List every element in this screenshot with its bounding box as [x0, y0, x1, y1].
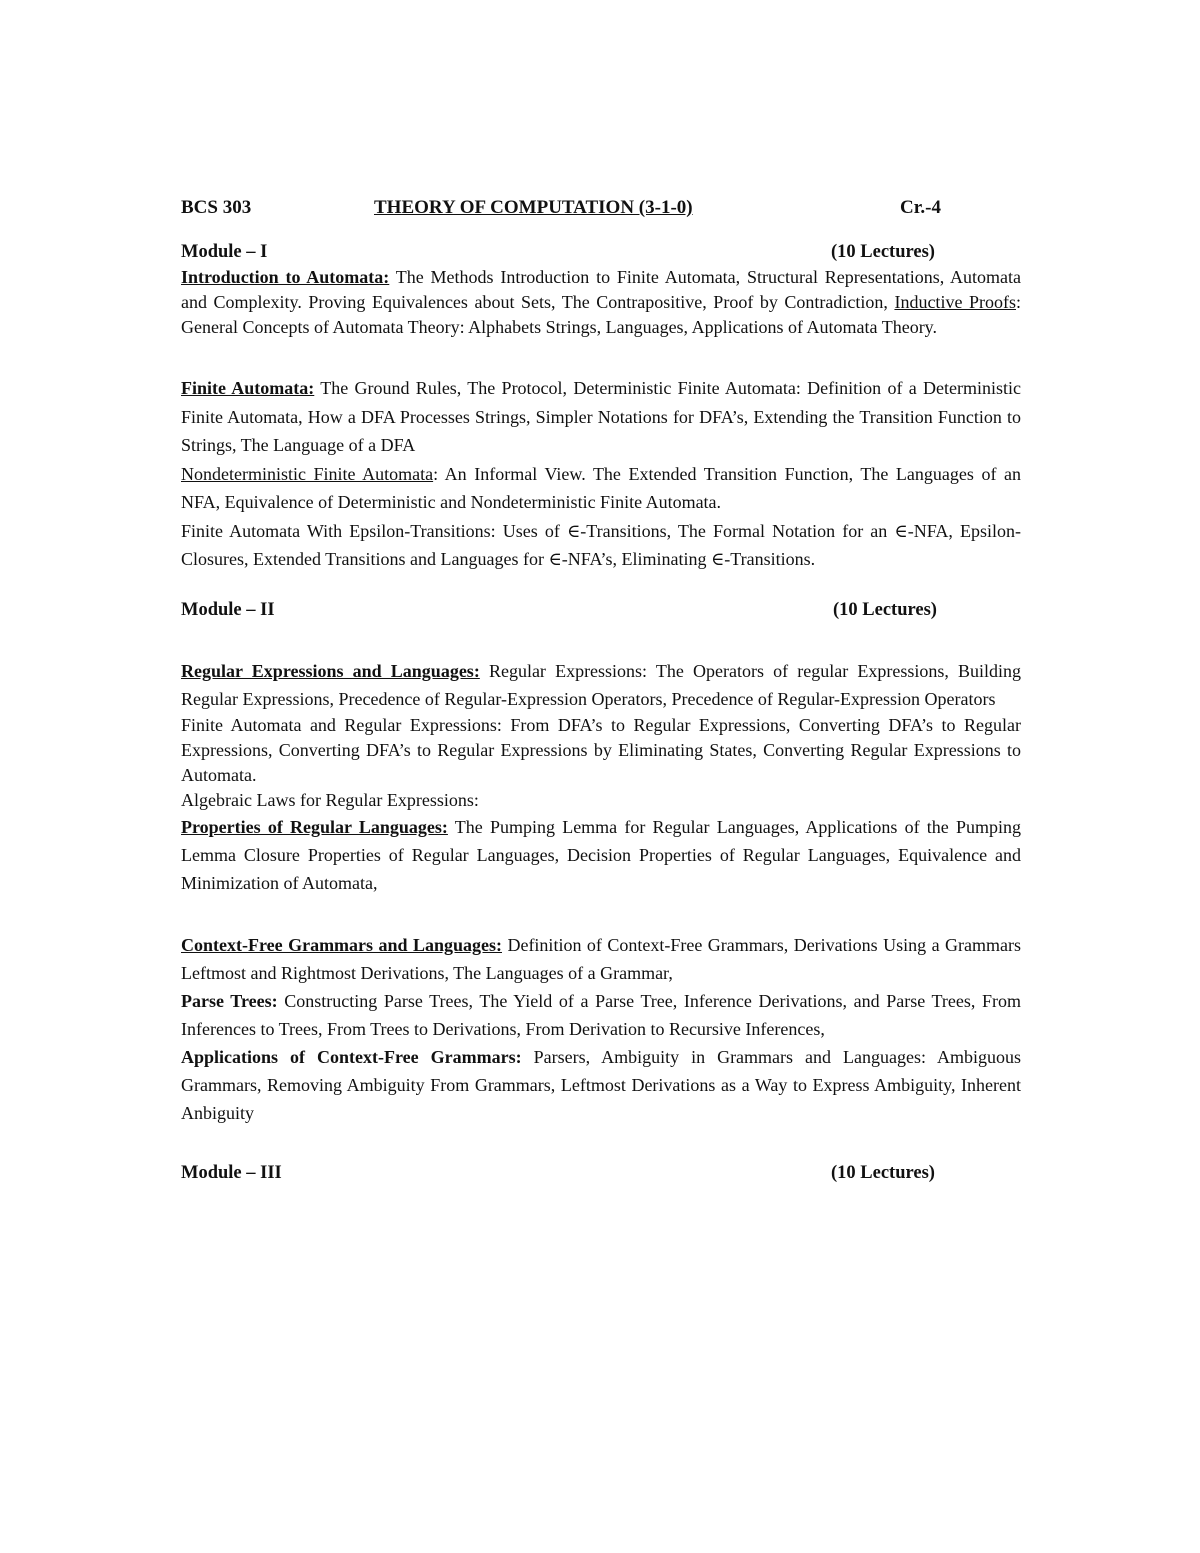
properties-heading: Properties of Regular Languages: — [181, 816, 448, 837]
cfg-applications-text: Parsers, Ambiguity in Grammars and Languages: Ambiguous Grammars, Removing Ambiguity From Grammars, Leftmost Derivations as a Way to Express Ambiguity, Inherent Anbiguity — [181, 1046, 1021, 1123]
module-1-heading — [181, 240, 1021, 265]
epsilon-nfa-text: Finite Automata With Epsilon-Transitions: Uses of ∈-Transitions, The Formal Notation for an ∈-NFA, Epsilon-Closures, Extended Transitions and Languages for ∈-NFA’s, Eliminating ∈-Transitions. — [181, 520, 1021, 569]
fa-regex-paragraph — [181, 713, 1021, 788]
spacer — [181, 897, 1021, 931]
course-title: THEORY OF COMPUTATION (3-1-0) — [374, 197, 693, 218]
regex-heading: Regular Expressions and Languages: — [181, 660, 480, 681]
properties-paragraph — [181, 813, 1021, 897]
cfg-paragraph — [181, 931, 1021, 987]
module-1-label: Module – I — [181, 242, 268, 262]
module-2-lectures: (10 Lectures) — [833, 599, 937, 620]
intro-automata-text-a: The Methods Introduction to Finite Automata, Structural Representations, Automata and Complexity. Proving Equivalences about Sets, The Contrapositive, Proof by Contradiction, — [181, 267, 1021, 312]
module-1-lectures: (10 Lectures) — [831, 242, 935, 262]
module-3-lectures: (10 Lectures) — [831, 1162, 935, 1183]
nfa-paragraph — [181, 460, 1021, 517]
cfg-heading: Context-Free Grammars and Languages: — [181, 934, 502, 955]
intro-automata-text-b: : General Concepts of Automata Theory: Alphabets Strings, Languages, Applications of Automata Theory. — [181, 292, 1021, 337]
finite-automata-paragraph — [181, 374, 1021, 460]
parse-trees-paragraph — [181, 987, 1021, 1043]
regex-text: Regular Expressions: The Operators of regular Expressions, Building Regular Expressions, Precedence of Regular-Expression Operators, Precedence of Regular-Expression Operators — [181, 660, 1021, 709]
spacer — [181, 623, 1021, 657]
finite-automata-heading: Finite Automata: — [181, 378, 315, 398]
fa-regex-text: Finite Automata and Regular Expressions: From DFA’s to Regular Expressions, Converting DFA’s to Regular Expressions, Converting DFA’s to Regular Expressions by Eliminating States, Converting Regular Expressions to Automata. — [181, 714, 1021, 785]
cfg-applications-paragraph — [181, 1043, 1021, 1127]
cfg-applications-heading: Applications of Context-Free Grammars: — [181, 1046, 522, 1067]
course-header — [181, 197, 961, 223]
properties-text: The Pumping Lemma for Regular Languages, Applications of the Pumping Lemma Closure Properties of Regular Languages, Decision Properties of Regular Languages, Equivalence and Minimization of Automata, — [181, 816, 1022, 893]
parse-trees-heading: Parse Trees: — [181, 990, 278, 1011]
intro-automata-heading: Introduction to Automata: — [181, 267, 390, 287]
algebraic-laws-paragraph — [181, 788, 1021, 813]
module-2-label: Module – II — [181, 599, 275, 620]
spacer — [181, 340, 1021, 374]
syllabus-content — [181, 240, 1021, 1186]
course-credit: Cr.-4 — [900, 197, 941, 218]
nfa-heading: Nondeterministic Finite Automata — [181, 463, 434, 484]
finite-automata-text: The Ground Rules, The Protocol, Deterministic Finite Automata: Definition of a Deterministic Finite Automata, How a DFA Processes Strings, Simpler Notations for DFA’s, Extending the Transition Function to Strings, The Language of a DFA — [181, 378, 1021, 455]
module-2-heading — [181, 598, 1021, 623]
nfa-text: : An Informal View. The Extended Transition Function, The Languages of an NFA, Equivalence of Deterministic and Nondeterministic Finite Automata. — [181, 463, 1022, 512]
intro-automata-paragraph — [181, 265, 1021, 340]
spacer — [181, 1127, 1021, 1161]
regex-paragraph — [181, 657, 1021, 713]
spacer — [181, 574, 1021, 598]
course-code: BCS 303 — [181, 197, 252, 218]
epsilon-nfa-paragraph — [181, 517, 1021, 574]
parse-trees-text: Constructing Parse Trees, The Yield of a Parse Tree, Inference Derivations, and Parse Trees, From Inferences to Trees, From Trees to Derivations, From Derivation to Recursive Inferences, — [181, 990, 1022, 1039]
algebraic-laws-text: Algebraic Laws for Regular Expressions: — [181, 789, 479, 810]
cfg-text: Definition of Context-Free Grammars, Derivations Using a Grammars Leftmost and Rightmost Derivations, The Languages of a Grammar, — [181, 934, 1021, 983]
module-3-heading — [181, 1161, 1021, 1186]
inductive-proofs-label: Inductive Proofs — [894, 292, 1016, 312]
module-3-label: Module – III — [181, 1162, 282, 1183]
